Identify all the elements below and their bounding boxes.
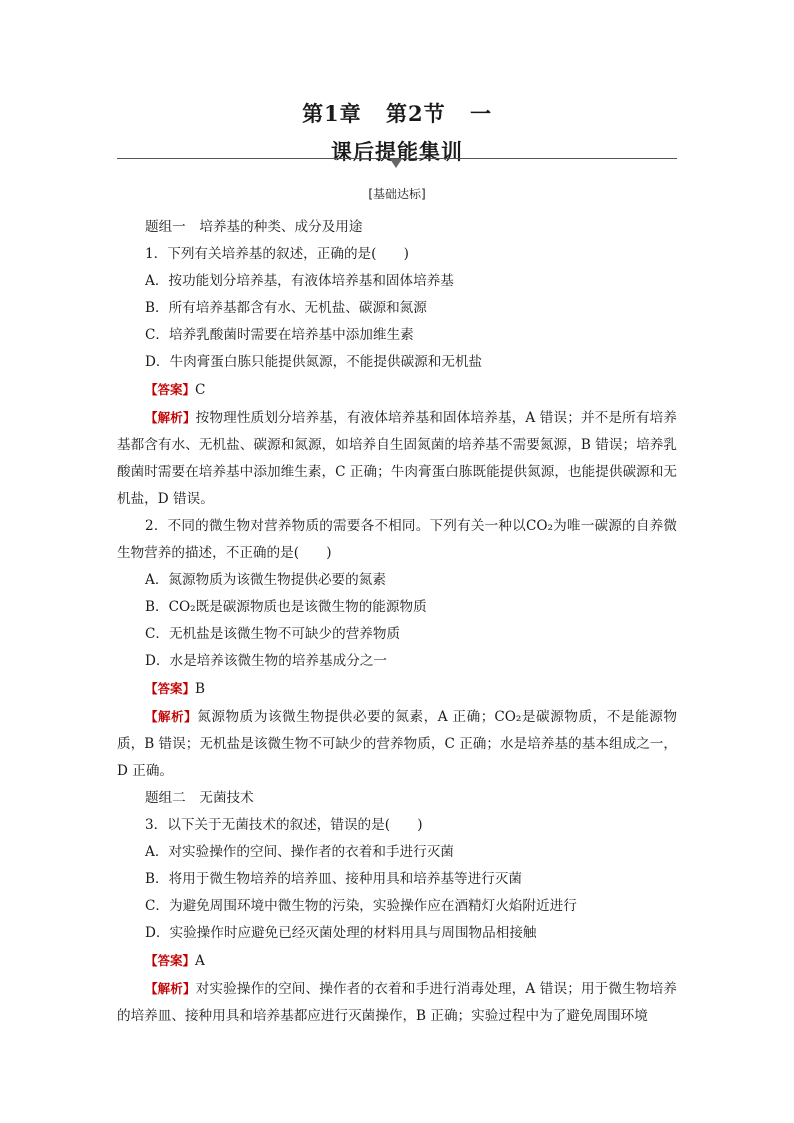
question-1-option-c: C．培养乳酸菌时需要在培养基中添加维生素 (145, 327, 414, 343)
section-tag: [基础达标] (368, 187, 426, 201)
analysis-text: 按物理性质划分培养基，有液体培养基和固体培养基，A 错误；并不是所有培养基都含有水、无机盐、碳源和氮源，如培养自生固氮菌的培养基不需要氮源，B 错误；培养乳酸菌时需要在培养基中添加维生素，C 正确；牛肉膏蛋白胨既能提供氮源，也能提供碳源和无机盐，D 错误。 (117, 410, 677, 507)
question-2-option-c: C．无机盐是该微生物不可缺少的营养物质 (145, 626, 401, 642)
page-title (0, 98, 794, 128)
question-3-option-a: A．对实验操作的空间、操作者的衣着和手进行灭菌 (145, 844, 454, 860)
analysis-text: 氮源物质为该微生物提供必要的氮素，A 正确；CO₂是碳源物质，不是能源物质，B 错误；无机盐是该微生物不可缺少的营养物质，C 正确；水是培养基的基本组成之一，D 正确。 (117, 709, 677, 779)
group-title-2: 题组二 无菌技术 (145, 790, 254, 806)
page-subtitle: 课后提能集训 (331, 139, 463, 164)
exercise-content (117, 214, 677, 1030)
question-1-stem: 1．下列有关培养基的叙述，正确的是( ) (145, 246, 409, 262)
part-label: 一 (469, 101, 492, 126)
question-1-option-a: A．按功能划分培养基，有液体培养基和固体培养基 (145, 273, 454, 289)
question-3-answer (117, 947, 677, 975)
question-1-option-b: B．所有培养基都含有水、无机盐、碳源和氮源 (145, 300, 427, 316)
question-2-option-a: A．氮源物质为该微生物提供必要的氮素 (145, 572, 386, 588)
divider-arrow-icon (390, 159, 402, 168)
analysis-text: 对实验操作的空间、操作者的衣着和手进行消毒处理，A 错误；用于微生物培养的培养皿、接种用具和培养基都应进行灭菌操作，B 正确；实验过程中为了避免周围环境 (117, 981, 677, 1024)
answer-tag: 【答案】 (145, 382, 196, 397)
analysis-tag: 【解析】 (145, 981, 196, 996)
question-3-option-d: D．实验操作时应避免已经灭菌处理的材料用具与周围物品相接触 (145, 925, 537, 941)
analysis-tag: 【解析】 (145, 410, 196, 425)
answer-value: C (195, 382, 206, 398)
question-2-analysis (117, 703, 677, 785)
question-3-analysis (117, 975, 677, 1030)
chapter-label: 第1章 (302, 101, 362, 126)
question-2-option-d: D．水是培养该微生物的培养基成分之一 (145, 653, 387, 669)
question-2-option-b: B．CO₂既是碳源物质也是该微生物的能源物质 (145, 599, 427, 615)
answer-tag: 【答案】 (145, 681, 196, 696)
answer-value: A (195, 953, 205, 969)
answer-tag: 【答案】 (145, 953, 196, 968)
question-3-option-b: B．将用于微生物培养的培养皿、接种用具和培养基等进行灭菌 (145, 871, 523, 887)
question-1-answer (117, 376, 677, 404)
question-1-option-d: D．牛肉膏蛋白胨只能提供氮源，不能提供碳源和无机盐 (145, 354, 483, 370)
question-3-option-c: C．为避免周围环境中微生物的污染，实验操作应在酒精灯火焰附近进行 (145, 898, 577, 914)
section-label: 第2节 (386, 101, 446, 126)
question-1-analysis (117, 404, 677, 513)
group-title-1: 题组一 培养基的种类、成分及用途 (145, 219, 363, 235)
question-3-stem: 3．以下关于无菌技术的叙述，错误的是( ) (145, 817, 423, 833)
question-2-answer (117, 675, 677, 703)
question-2-stem: 2．不同的微生物对营养物质的需要各不相同。下列有关一种以CO₂为唯一碳源的自养微生物营养的描述，不正确的是( ) (117, 518, 677, 561)
answer-value: B (195, 681, 206, 697)
analysis-tag: 【解析】 (145, 709, 198, 724)
